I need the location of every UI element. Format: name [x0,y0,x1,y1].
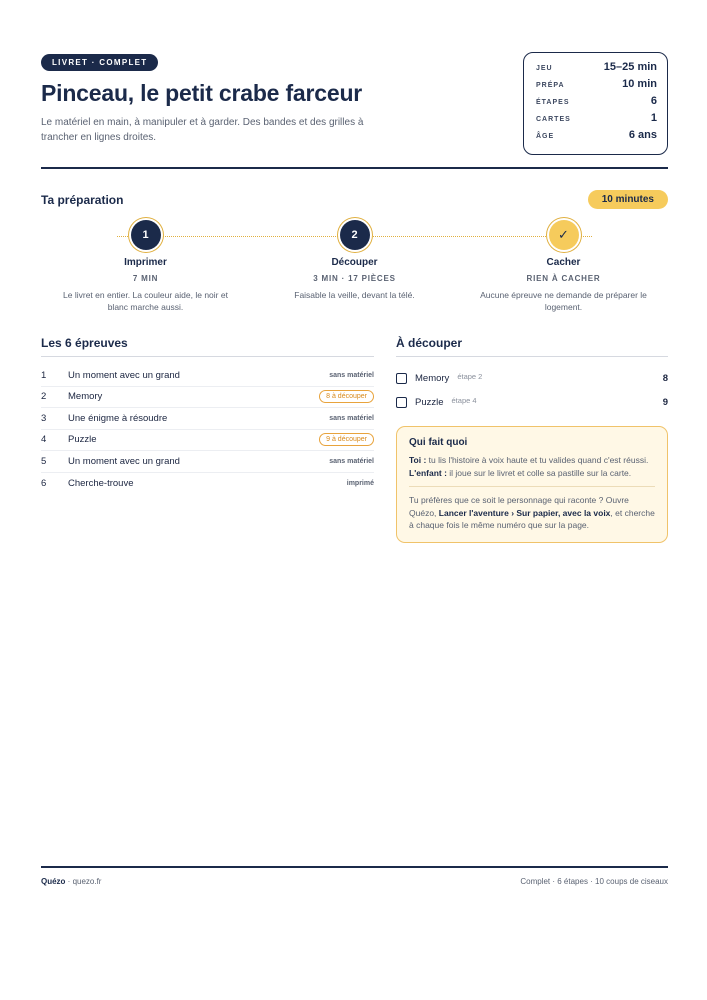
list-item [41,408,374,430]
format-badge: LIVRET · COMPLET [41,54,158,71]
enfant-paragraph [409,467,655,480]
step-meta: 3 MIN · 17 PIÈCES [313,274,396,283]
step-description: Faisable la veille, devant la télé. [294,290,415,300]
epreuve-tag: sans matériel [329,457,374,465]
epreuves-section [41,336,374,494]
cut-item-step: étape 2 [457,371,483,381]
info-value: 6 [650,95,657,107]
booklet-page [41,52,668,530]
list-item [41,365,374,387]
epreuve-number: 4 [41,434,47,446]
info-value: 15–25 min [603,61,657,73]
info-row-etapes [536,95,657,112]
alt-path: Lancer l'aventure › Sur papier, avec la voix [438,507,611,518]
info-key: JEU [536,65,553,72]
cut-item-name: Puzzle [415,396,444,408]
step-description: Aucune épreuve ne demande de préparer le logement. [480,290,647,312]
enfant-text: il joue sur le livret et colle sa pastille sur la carte. [446,467,632,478]
step-decouper [250,220,459,313]
enfant-label: L'enfant : [409,467,447,478]
page-title: Pinceau, le petit crabe farceur [41,80,363,106]
epreuve-tag: 9 à découper [319,433,374,446]
alt-text-2: , et cherche à chaque fois le même numéro que sur la page. [409,507,655,530]
epreuve-name: Puzzle [68,434,97,446]
step-number: 1 [131,220,161,250]
epreuve-number: 5 [41,455,47,467]
decouper-title: À découper [396,336,668,357]
epreuve-number: 6 [41,477,47,489]
epreuve-name: Memory [68,391,103,403]
list-item [41,473,374,495]
info-row-age [536,129,657,146]
epreuve-number: 3 [41,412,47,424]
step-meta: 7 MIN [132,274,159,283]
step-cacher [459,220,668,313]
step-name: Imprimer [124,257,167,268]
box-title: Qui fait quoi [409,437,468,448]
info-key: ÉTAPES [536,99,570,106]
cut-item-count: 8 [662,372,668,384]
list-item [41,451,374,473]
toi-text: tu lis l'histoire à voix haute et tu valides quand c'est réussi. [426,455,649,465]
epreuve-name: Une énigme à résoudre [68,412,168,424]
cut-item-name: Memory [415,372,450,384]
step-imprimer [41,220,250,313]
cut-item-step: étape 4 [451,395,477,405]
epreuve-name: Cherche-trouve [68,477,134,489]
box-divider [409,486,655,487]
footer-brand [41,877,101,886]
list-item [396,366,668,390]
list-item [396,390,668,414]
page-subtitle: Le matériel en main, à manipuler et à garder. Des bandes et des grilles à trancher en lignes droites. [41,117,364,143]
step-meta: RIEN À CACHER [526,274,601,283]
info-key: CARTES [536,116,571,123]
epreuves-title: Les 6 épreuves [41,336,374,357]
header-divider [41,167,668,169]
check-icon: ✓ [549,220,579,250]
list-item [41,430,374,452]
epreuve-tag: 8 à découper [319,390,374,403]
list-item [41,387,374,409]
footer-divider [41,866,668,868]
info-key: PRÉPA [536,82,565,89]
step-name: Découper [331,257,378,268]
epreuve-number: 1 [41,369,47,381]
epreuve-tag: imprimé [346,479,374,487]
epreuves-list [41,365,374,494]
preparation-title: Ta préparation [41,192,124,207]
checkbox[interactable] [396,397,407,408]
epreuve-name: Un moment avec un grand [68,369,180,381]
step-number: 2 [340,220,370,250]
footer-summary: Complet · 6 étapes · 10 coups de ciseaux [520,877,668,886]
preparation-header [41,190,668,209]
brand-site: · quezo.fr [65,877,102,886]
step-name: Cacher [546,257,581,268]
step-description: Le livret en entier. La couleur aide, le noir et blanc marche aussi. [63,290,228,312]
epreuve-tag: sans matériel [329,414,374,422]
preparation-duration-badge: 10 minutes [588,190,668,209]
info-card [523,52,668,155]
info-value: 1 [650,112,657,124]
epreuve-tag: sans matériel [329,371,374,379]
decouper-list [396,366,668,414]
checkbox[interactable] [396,373,407,384]
decouper-section [396,336,668,543]
toi-paragraph [409,454,655,467]
brand-name: Quézo [41,877,66,886]
preparation-steps [41,220,668,313]
info-value: 6 ans [628,129,657,141]
info-row-prepa [536,78,657,95]
info-row-cartes [536,112,657,129]
footer [41,877,668,886]
alternative-paragraph [409,494,655,532]
cut-item-count: 9 [662,396,668,408]
alt-text-1: Tu préfères que ce soit le personnage qui raconte ? Ouvre Quézo, [409,495,629,518]
info-key: ÂGE [536,133,555,140]
info-row-jeu [536,61,657,78]
toi-label: Toi : [409,455,427,465]
epreuve-name: Un moment avec un grand [68,455,180,467]
info-value: 10 min [622,78,657,90]
epreuve-number: 2 [41,391,47,403]
qui-fait-quoi-box [396,426,668,543]
